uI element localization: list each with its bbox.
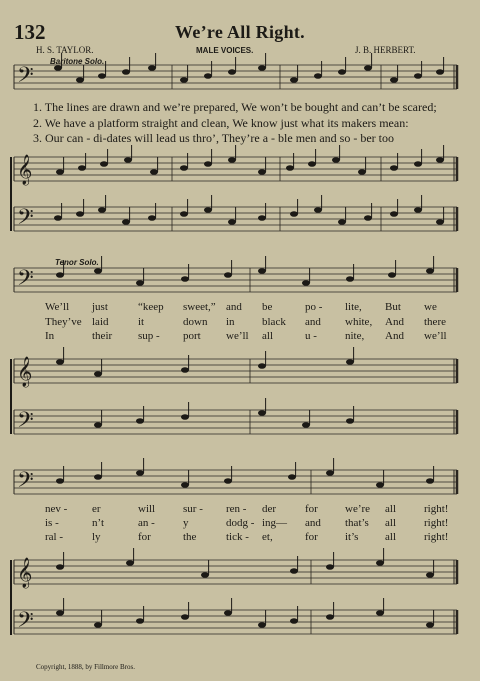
note-head: [224, 478, 232, 484]
song-title: We’re All Right.: [175, 22, 305, 42]
note-head: [286, 165, 294, 171]
lyric-syllable: we’ll: [424, 330, 447, 342]
note-head: [436, 157, 444, 163]
note-head: [54, 215, 62, 221]
note-head: [302, 280, 310, 286]
treble-clef-icon: 𝄞: [17, 155, 33, 185]
note-head: [78, 165, 86, 171]
lyric-syllable: nev -: [45, 503, 68, 515]
lyric-syllable: we’ll: [226, 330, 249, 342]
note-head: [98, 207, 106, 213]
lyric-syllable: ly: [92, 531, 101, 543]
note-head: [414, 73, 422, 79]
lyric-syllable: an -: [138, 517, 155, 529]
lyric-syllable: der: [262, 503, 277, 515]
lyric-syllable: all: [385, 503, 396, 515]
note-head: [426, 478, 434, 484]
note-head: [94, 268, 102, 274]
lyric-syllable: y: [183, 517, 189, 529]
note-head: [290, 211, 298, 217]
staff-lines: [11, 63, 457, 638]
note-head: [326, 614, 334, 620]
note-head: [56, 564, 64, 570]
note-head: [56, 610, 64, 616]
note-head: [376, 610, 384, 616]
lyric-syllable: “keep: [138, 301, 164, 313]
lyric-syllable: just: [92, 301, 108, 313]
note-head: [258, 65, 266, 71]
note-head: [94, 422, 102, 428]
lyric-syllable: port: [183, 330, 201, 342]
lyric-syllable: in: [226, 316, 235, 328]
note-head: [290, 618, 298, 624]
lyric-syllable: et,: [262, 531, 273, 543]
note-head: [201, 572, 209, 578]
lyric-syllable: will: [138, 503, 156, 515]
note-head: [150, 169, 158, 175]
note-head: [76, 211, 84, 217]
note-head: [338, 219, 346, 225]
lyric-syllable: down: [183, 316, 208, 328]
note-head: [181, 367, 189, 373]
lyric-syllable: all: [385, 517, 396, 529]
note-head: [76, 77, 84, 83]
note-head: [94, 474, 102, 480]
lyric-syllable: is -: [45, 517, 59, 529]
note-head: [258, 410, 266, 416]
note-head: [124, 157, 132, 163]
lyric-syllable: we: [424, 301, 437, 313]
lyric-syllable: In: [45, 330, 55, 342]
lyric-syllable: They’ve: [45, 316, 82, 328]
note-head: [136, 418, 144, 424]
lyric-syllable: there: [424, 316, 446, 328]
author-credit: H. S. TAYLOR.: [36, 45, 94, 55]
note-head: [436, 69, 444, 75]
note-head: [122, 69, 130, 75]
lyric-syllable: ing—: [262, 517, 288, 529]
note-head: [390, 211, 398, 217]
verse-1: 1. The lines are drawn and we’re prepared, We won’t be bought and can’t be scared;: [33, 100, 437, 114]
treble-clef-icon: 𝄞: [17, 357, 33, 387]
copyright-notice: Copyright, 1888, by Fillmore Bros.: [36, 663, 135, 671]
bass-clef-icon: 𝄢: [17, 608, 34, 638]
lyric-syllable: it: [138, 316, 145, 328]
lyric-syllable: And: [385, 316, 404, 328]
bass-clef-icon: 𝄢: [17, 468, 34, 498]
lyric-syllable: nite,: [345, 330, 365, 342]
note-head: [258, 215, 266, 221]
note-head: [258, 169, 266, 175]
note-head: [224, 272, 232, 278]
note-head: [56, 359, 64, 365]
lyric-syllable: for: [305, 531, 318, 543]
note-head: [314, 73, 322, 79]
note-head: [302, 422, 310, 428]
note-head: [204, 207, 212, 213]
note-head: [326, 470, 334, 476]
lyric-syllable: ren -: [226, 503, 247, 515]
lyric-syllable: ral -: [45, 531, 64, 543]
lyric-syllable: We’ll: [45, 301, 70, 313]
lyric-syllable: right!: [424, 531, 449, 543]
lyric-syllable: that’s: [345, 517, 369, 529]
note-head: [56, 272, 64, 278]
note-head: [228, 69, 236, 75]
note-head: [390, 165, 398, 171]
lyric-syllable: and: [305, 517, 321, 529]
note-head: [376, 482, 384, 488]
tenor-solo-label: Tenor Solo.: [55, 258, 99, 267]
note-head: [181, 614, 189, 620]
baritone-solo-label: Baritone Solo.: [50, 57, 105, 66]
note-head: [56, 169, 64, 175]
note-head: [426, 622, 434, 628]
note-head: [258, 622, 266, 628]
lyric-syllable: white,: [345, 316, 373, 328]
note-head: [346, 418, 354, 424]
lyric-syllable: u -: [305, 330, 317, 342]
lyric-syllable: po -: [305, 301, 323, 313]
note-head: [136, 618, 144, 624]
note-head: [414, 207, 422, 213]
note-head: [94, 622, 102, 628]
note-head: [338, 69, 346, 75]
note-head: [364, 215, 372, 221]
note-head: [148, 65, 156, 71]
note-head: [308, 161, 316, 167]
voices-label: MALE VOICES.: [196, 46, 254, 55]
note-head: [258, 268, 266, 274]
lyric-syllable: But: [385, 301, 401, 313]
note-head: [346, 276, 354, 282]
lyric-syllable: and: [226, 301, 242, 313]
lyric-syllable: their: [92, 330, 113, 342]
note-head: [122, 219, 130, 225]
note-head: [346, 359, 354, 365]
note-head: [414, 161, 422, 167]
note-head: [56, 478, 64, 484]
verse-2: 2. We have a platform straight and clean, We know just what its makers mean:: [33, 116, 409, 130]
note-head: [94, 371, 102, 377]
lyric-syllable: for: [305, 503, 318, 515]
note-head: [98, 73, 106, 79]
lyric-syllable: And: [385, 330, 404, 342]
lyric-syllable: tick -: [226, 531, 249, 543]
lyric-syllable: it’s: [345, 531, 359, 543]
note-head: [54, 65, 62, 71]
note-head: [126, 560, 134, 566]
lyric-syllable: sweet,”: [183, 301, 216, 313]
lyric-syllable: we’re: [345, 503, 371, 515]
note-head: [100, 161, 108, 167]
bass-clef-icon: 𝄢: [17, 205, 34, 235]
note-head: [290, 77, 298, 83]
note-head: [436, 219, 444, 225]
composer-credit: J. B. HERBERT.: [355, 45, 416, 55]
note-head: [148, 215, 156, 221]
note-head: [181, 482, 189, 488]
lyric-syllable: and: [305, 316, 321, 328]
note-head: [358, 169, 366, 175]
lyric-syllable: laid: [92, 316, 109, 328]
note-head: [204, 73, 212, 79]
note-head: [228, 219, 236, 225]
lyric-syllable: n’t: [92, 517, 105, 529]
lyric-syllable: all: [385, 531, 396, 543]
lyric-syllable: right!: [424, 517, 449, 529]
lyric-syllable: for: [138, 531, 151, 543]
note-head: [180, 77, 188, 83]
lyric-syllable: lite,: [345, 301, 362, 313]
treble-clef-icon: 𝄞: [17, 558, 33, 588]
note-head: [136, 280, 144, 286]
note-head: [181, 276, 189, 282]
note-head: [136, 470, 144, 476]
note-head: [224, 610, 232, 616]
note-head: [180, 165, 188, 171]
lyric-syllable: dodg -: [226, 517, 255, 529]
note-head: [288, 474, 296, 480]
note-head: [204, 161, 212, 167]
note-head: [426, 572, 434, 578]
lyric-syllable: the: [183, 531, 197, 543]
note-head: [326, 564, 334, 570]
page-number: 132: [14, 20, 46, 44]
note-head: [426, 268, 434, 274]
lyric-syllable: sur -: [183, 503, 203, 515]
lyric-syllable: right!: [424, 503, 449, 515]
note-head: [180, 211, 188, 217]
bass-clef-icon: 𝄢: [17, 408, 34, 438]
note-head: [388, 272, 396, 278]
note-head: [332, 157, 340, 163]
note-head: [390, 77, 398, 83]
note-head: [364, 65, 372, 71]
lyric-syllable: er: [92, 503, 101, 515]
verse-3: 3. Our can - di-dates will lead us thro’, They’re a - ble men and so - ber too: [33, 131, 394, 145]
bass-clef-icon: 𝄢: [17, 63, 34, 93]
lyric-syllable: all: [262, 330, 273, 342]
note-head: [258, 363, 266, 369]
note-head: [290, 568, 298, 574]
lyric-syllable: black: [262, 316, 286, 328]
note-head: [376, 560, 384, 566]
note-head: [314, 207, 322, 213]
bass-clef-icon: 𝄢: [17, 266, 34, 296]
note-head: [181, 414, 189, 420]
lyric-syllable: be: [262, 301, 273, 313]
note-head: [228, 157, 236, 163]
lyric-syllable: sup -: [138, 330, 160, 342]
